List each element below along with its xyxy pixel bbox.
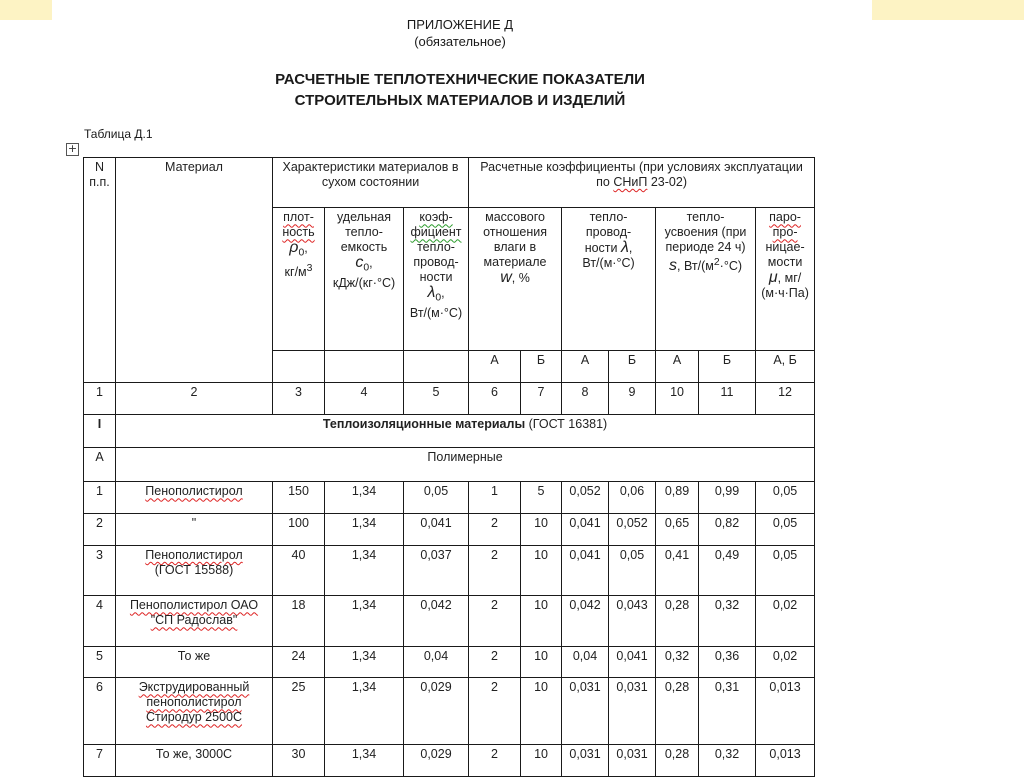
- absorb-unit-b: ·°С): [719, 259, 743, 274]
- section-row: [84, 414, 815, 448]
- column-number: 6: [469, 382, 521, 414]
- tcond-unit: Вт/(м·°С): [582, 256, 635, 271]
- table-row: [84, 646, 815, 678]
- vapor-permeability-value: 0,02: [756, 646, 815, 678]
- conductivity-b-value: 0,031: [609, 678, 656, 745]
- subsection-title: Полимерные: [116, 448, 815, 482]
- moist-label-b: отношения: [483, 225, 547, 240]
- moisture-b-value: 10: [521, 646, 562, 678]
- moist-symbol: w, %: [500, 269, 530, 287]
- absorption-b-value: 0,99: [699, 482, 756, 514]
- table-row: [84, 482, 815, 514]
- density-value: 18: [273, 596, 325, 646]
- table-row: [84, 545, 815, 595]
- header-calc-snip: СНиП: [613, 175, 648, 189]
- condition-b-conductivity: Б: [609, 350, 656, 382]
- moist-label-c: влаги в: [493, 240, 537, 255]
- moisture-b-value: 5: [521, 482, 562, 514]
- table-row: [84, 514, 815, 546]
- moisture-a-value: 2: [469, 745, 521, 777]
- absorption-a-value: 0,32: [656, 646, 699, 678]
- conductivity-dry-value: 0,037: [404, 545, 469, 595]
- tcond-sym: λ: [621, 239, 629, 257]
- heat-label-b: тепло-: [345, 225, 383, 240]
- density-unit: [276, 261, 321, 280]
- column-number: 9: [609, 382, 656, 414]
- vapor-unit-a: мг/: [784, 271, 802, 286]
- column-number: 10: [656, 382, 699, 414]
- table-row: [84, 745, 815, 777]
- cond-sym: λ: [427, 284, 436, 302]
- row-number: 7: [84, 745, 116, 777]
- material-name-line1: Пенополистирол ОАО: [129, 598, 259, 613]
- column-number: 3: [273, 382, 325, 414]
- slide-corner-accent-right: [872, 0, 1024, 20]
- header-material: Материал: [116, 158, 273, 383]
- density-value: 40: [273, 545, 325, 595]
- absorb-unit-a: Вт/(м: [683, 259, 714, 274]
- table-row: [84, 596, 815, 646]
- vapor-permeability-value: 0,013: [756, 678, 815, 745]
- moisture-a-value: 2: [469, 678, 521, 745]
- absorb-unit-sup: 2: [713, 257, 720, 269]
- density-symbol: $\rho_0$,: [289, 239, 308, 259]
- vapor-permeability-value: 0,013: [756, 745, 815, 777]
- material-name-line1: Пенополистирол: [145, 547, 243, 562]
- moisture-a-value: 2: [469, 646, 521, 678]
- absorption-b-value: 0,31: [699, 678, 756, 745]
- subsection-row: [84, 448, 815, 482]
- vapor-label-c: ницае-: [765, 240, 805, 255]
- density-label-b: ность: [282, 225, 315, 240]
- column-number: 8: [562, 382, 609, 414]
- row-number: 3: [84, 545, 116, 595]
- conductivity-a-value: 0,041: [562, 545, 609, 595]
- density-value: 25: [273, 678, 325, 745]
- condition-ab-vapor: А, Б: [756, 350, 815, 382]
- heat-capacity-value: 1,34: [325, 678, 404, 745]
- conductivity-dry-value: 0,04: [404, 646, 469, 678]
- moisture-a-value: 2: [469, 545, 521, 595]
- row-number: 1: [84, 482, 116, 514]
- conductivity-a-value: 0,04: [562, 646, 609, 678]
- material-name-line2: (ГОСТ 15588): [154, 562, 234, 577]
- section-title-standard: (ГОСТ 16381): [525, 416, 608, 431]
- density-sym: ρ: [289, 239, 299, 257]
- material-name: [116, 678, 273, 745]
- vapor-permeability-value: 0,05: [756, 545, 815, 595]
- absorption-b-value: 0,82: [699, 514, 756, 546]
- density-unit-sup: 3: [306, 262, 313, 274]
- vapor-label-a: паро-: [769, 210, 801, 225]
- moist-label-d: материале: [483, 255, 547, 270]
- heat-unit: кДж/(кг·°С): [332, 275, 396, 290]
- appendix-label: ПРИЛОЖЕНИЕ Д: [406, 17, 514, 32]
- conductivity-b-value: 0,031: [609, 745, 656, 777]
- heat-sym: c: [355, 254, 364, 272]
- condition-a-conductivity: А: [562, 350, 609, 382]
- density-unit-a: кг/м: [284, 264, 307, 279]
- absorb-label-a: тепло-: [686, 210, 725, 225]
- header-moisture: [469, 208, 562, 351]
- density-value: 30: [273, 745, 325, 777]
- absorption-a-value: 0,41: [656, 545, 699, 595]
- column-number: 4: [325, 382, 404, 414]
- materials-table: [83, 157, 815, 777]
- heat-capacity-value: 1,34: [325, 545, 404, 595]
- absorption-b-value: 0,32: [699, 745, 756, 777]
- material-name: [116, 482, 273, 514]
- conductivity-a-value: 0,042: [562, 596, 609, 646]
- conductivity-dry-value: 0,041: [404, 514, 469, 546]
- vapor-symbol: μ, мг/: [768, 269, 802, 287]
- column-number: 1: [84, 382, 116, 414]
- density-value: 100: [273, 514, 325, 546]
- slide-corner-accent-left: [0, 0, 52, 20]
- cond-label-b: фициент: [410, 225, 462, 240]
- row-number: 5: [84, 646, 116, 678]
- blank-cell: [325, 350, 404, 382]
- subsection-number: А: [84, 448, 116, 482]
- vapor-sym: μ: [768, 269, 778, 287]
- moisture-b-value: 10: [521, 745, 562, 777]
- material-name: [116, 545, 273, 595]
- header-calc-text-a: Расчетные коэффициенты (при условиях эксплуатации по: [480, 160, 803, 189]
- vapor-label-b: про-: [772, 225, 798, 240]
- material-name: То же, 3000С: [116, 745, 273, 777]
- section-title-bold: Теплоизоляционные материалы: [322, 416, 526, 431]
- tcond-symbol: ности λ,: [584, 239, 633, 257]
- absorb-symbol: s, $Вт/(м^2\cdot^\circ С)$: [669, 257, 743, 275]
- absorption-a-value: 0,65: [656, 514, 699, 546]
- material-name: ": [116, 514, 273, 546]
- document-title-line1: РАСЧЕТНЫЕ ТЕПЛОТЕХНИЧЕСКИЕ ПОКАЗАТЕЛИ: [275, 71, 645, 88]
- vapor-permeability-value: 0,02: [756, 596, 815, 646]
- heat-capacity-value: 1,34: [325, 646, 404, 678]
- cond-unit: Вт/(м·°С): [409, 305, 463, 320]
- material-name-line3: Стиродур 2500С: [145, 710, 243, 725]
- column-number: 5: [404, 382, 469, 414]
- condition-a-absorption: А: [656, 350, 699, 382]
- blank-cell: [404, 350, 469, 382]
- conductivity-dry-value: 0,029: [404, 745, 469, 777]
- conductivity-a-value: 0,052: [562, 482, 609, 514]
- table-row: [84, 678, 815, 745]
- density-value: 24: [273, 646, 325, 678]
- absorb-label-b: усвоения (при: [664, 225, 747, 240]
- row-number: 4: [84, 596, 116, 646]
- conductivity-b-value: 0,05: [609, 545, 656, 595]
- column-number: 12: [756, 382, 815, 414]
- heat-sub: 0: [363, 262, 370, 274]
- moist-sym: w: [500, 269, 512, 287]
- header-thermal-conductivity: [562, 208, 656, 351]
- column-number-row: [84, 382, 815, 414]
- heat-capacity-value: 1,34: [325, 514, 404, 546]
- material-name-line2: "СП Радослав": [150, 613, 238, 628]
- header-conductivity: [404, 208, 469, 351]
- moisture-a-value: 2: [469, 596, 521, 646]
- blank-cell: [273, 350, 325, 382]
- heat-label-a: удельная: [336, 210, 392, 225]
- header-heat-capacity: [325, 208, 404, 351]
- density-label-a: плот-: [283, 210, 314, 225]
- conductivity-dry-value: 0,05: [404, 482, 469, 514]
- conductivity-dry-value: 0,029: [404, 678, 469, 745]
- density-sub: 0: [298, 247, 305, 259]
- absorption-a-value: 0,28: [656, 745, 699, 777]
- material-name-line1: Экструдированный: [138, 680, 250, 695]
- vapor-label-d: мости: [767, 255, 803, 270]
- conductivity-a-value: 0,031: [562, 678, 609, 745]
- tcond-label-c: ности: [584, 241, 618, 256]
- document-title: [200, 69, 720, 111]
- moisture-b-value: 10: [521, 678, 562, 745]
- table-move-handle-icon[interactable]: +: [67, 142, 78, 155]
- moisture-b-value: 10: [521, 545, 562, 595]
- cond-sub: 0: [435, 292, 442, 304]
- material-name: [116, 596, 273, 646]
- row-number: 2: [84, 514, 116, 546]
- section-title: [116, 414, 815, 448]
- condition-a-moisture: А: [469, 350, 521, 382]
- absorption-a-value: 0,28: [656, 678, 699, 745]
- cond-label-e: ности: [419, 270, 453, 285]
- header-heat-absorption: [656, 208, 756, 351]
- column-number: 7: [521, 382, 562, 414]
- moisture-b-value: 10: [521, 596, 562, 646]
- appendix-heading: [340, 16, 580, 50]
- column-number: 11: [699, 382, 756, 414]
- header-dry-characteristics: Характеристики материалов в сухом состоянии: [273, 158, 469, 208]
- section-number: I: [84, 414, 116, 448]
- moisture-a-value: 2: [469, 514, 521, 546]
- vapor-permeability-value: 0,05: [756, 482, 815, 514]
- column-number: 2: [116, 382, 273, 414]
- conductivity-b-value: 0,06: [609, 482, 656, 514]
- moisture-a-value: 1: [469, 482, 521, 514]
- vapor-permeability-value: 0,05: [756, 514, 815, 546]
- heat-capacity-value: 1,34: [325, 482, 404, 514]
- header-row-number: N п.п.: [84, 158, 116, 383]
- cond-label-c: тепло-: [417, 240, 455, 255]
- condition-b-absorption: Б: [699, 350, 756, 382]
- tcond-label-a: тепло-: [589, 210, 628, 225]
- cond-symbol: $\lambda_0$,: [427, 284, 445, 304]
- material-name: То же: [116, 646, 273, 678]
- table-caption: Таблица Д.1: [84, 127, 153, 141]
- header-vapor-permeability: [756, 208, 815, 351]
- conductivity-b-value: 0,052: [609, 514, 656, 546]
- absorb-label-c: периоде 24 ч): [665, 240, 746, 255]
- absorption-b-value: 0,36: [699, 646, 756, 678]
- moisture-b-value: 10: [521, 514, 562, 546]
- heat-capacity-value: 1,34: [325, 596, 404, 646]
- absorption-a-value: 0,28: [656, 596, 699, 646]
- cond-label-d: провод-: [413, 255, 459, 270]
- absorption-b-value: 0,49: [699, 545, 756, 595]
- condition-b-moisture: Б: [521, 350, 562, 382]
- vapor-unit-b: (м·ч·Па): [761, 286, 809, 301]
- density-value: 150: [273, 482, 325, 514]
- heat-label-c: емкость: [340, 240, 388, 255]
- heat-capacity-value: 1,34: [325, 745, 404, 777]
- absorption-a-value: 0,89: [656, 482, 699, 514]
- conductivity-b-value: 0,041: [609, 646, 656, 678]
- row-number: 6: [84, 678, 116, 745]
- header-calc-text-b: 23-02): [647, 175, 687, 189]
- material-name-line2: пенополистирол: [146, 695, 242, 710]
- cond-label-a: коэф-: [419, 210, 453, 225]
- moist-unit: %: [518, 271, 530, 286]
- conductivity-dry-value: 0,042: [404, 596, 469, 646]
- conductivity-a-value: 0,041: [562, 514, 609, 546]
- moist-label-a: массового: [485, 210, 545, 225]
- tcond-label-b: провод-: [585, 225, 632, 240]
- absorb-sym: s: [669, 257, 678, 275]
- header-density: [273, 208, 325, 351]
- document-title-line2: СТРОИТЕЛЬНЫХ МАТЕРИАЛОВ И ИЗДЕЛИЙ: [294, 92, 626, 109]
- conductivity-a-value: 0,031: [562, 745, 609, 777]
- absorption-b-value: 0,32: [699, 596, 756, 646]
- conductivity-b-value: 0,043: [609, 596, 656, 646]
- heat-symbol: $c_0$,: [355, 254, 373, 274]
- header-calculated-coefficients: [469, 158, 815, 208]
- material-name-text: Пенополистирол: [145, 484, 243, 499]
- appendix-status: (обязательное): [414, 34, 506, 49]
